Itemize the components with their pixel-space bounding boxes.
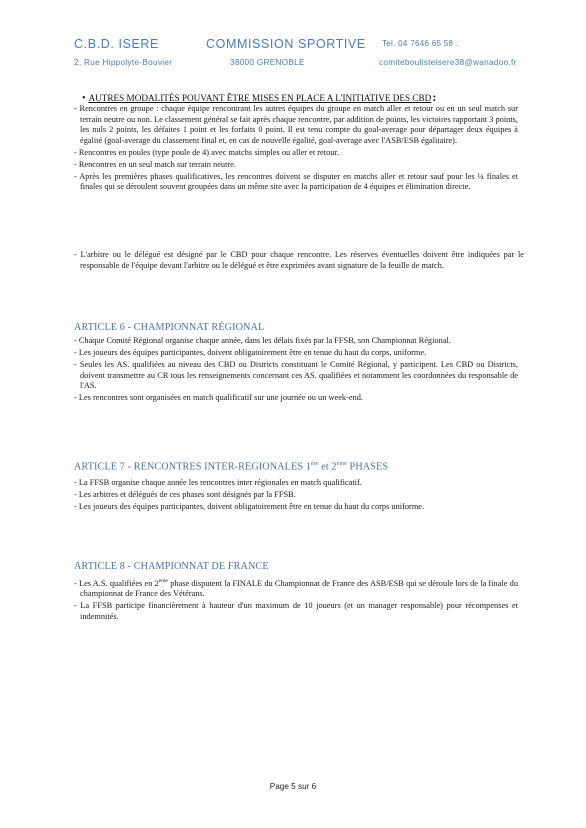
letterhead-top [74,37,524,53]
article-7-title-mid: et 2 [318,461,337,473]
item-text-start: - Les A.S. qualifiées en 2 [74,578,159,588]
list-item: - Seules les AS. qualifiées au niveau des CBD ou Districts constituant le Comité Régional, y participent. Les CBD ou Districts, doivent transmettre au CR tous les renseignements concernant ces AS. qualifiées et notamment les coordonnées du responsable de l'AS. [74,359,518,391]
org-name: C.B.D. ISERE [74,37,159,51]
email-address: comiteboulisteisere38@wanadoo.fr [379,58,517,67]
item-text-end: phase disputent la FINALE du Championnat de France des ASB/ESB qui se déroule lors de la finale du championnat de France des Vétérans. [80,578,518,599]
list-item: - La FFSB participe financièrement à hauteur d'un maximum de 10 joueurs (et un manager responsable) pour récompenses et indemnités. [74,601,518,621]
letterhead-address [74,58,524,70]
postal-city: 38000 GRENOBLE [230,58,305,67]
article-7-heading [74,461,388,472]
list-item: - Les rencontres sont organisées en match qualificatif sur une journée ou un week-end. [74,393,363,403]
article-8-heading: ARTICLE 8 - CHAMPIONNAT DE FRANCE [74,561,269,572]
article-8-list [74,576,518,624]
section-heading-text: AUTRES MODALITÉS POUVANT ÊTRE MISES EN PLACE A L'INITIATIVE DES CBD [88,93,432,103]
list-item: - Rencontres en poules (type poule de 4) avec matchs simples ou aller et retour. [74,147,339,157]
bullet-icon: • [82,93,86,104]
list-item: - Les joueurs des équipes participantes, doivent obligatoirement être en tenue du haut du corps, uniforme. [74,347,427,357]
list-item: - Les joueurs des équipes participantes, doivent obligatoirement être en tenue du haut du corps uniforme. [74,501,425,511]
phone-number: Tel. 04 7646 65 58 . [382,39,459,48]
list-item: - Rencontres en groupe : chaque équipe rencontrant les autres équipes du groupe en match aller et retour ou en un seul match sur terrain neutre ou non. Le classement général se fait après chaque rencontre, par addition de points, les victoires rapportant 3 points, les nuls 2 points, les défaites 1 point et les forfaits 0 point. Il est tenu compte du goal-average pour départager deux équipes à égalité (goal-average du classement final et, en cas de nouvelle égalité, goal-average avec l'ASB/ESB égalitaire). [74,104,518,145]
modalites-list [74,104,518,194]
article-7-title-start: ARTICLE 7 - RENCONTRES INTER-REGIONALES 1 [74,461,311,473]
page-number: Page 5 sur 6 [269,782,317,791]
article-7-list [74,478,518,514]
section-heading-colon: : [432,90,437,104]
list-item: - Chaque Comité Régional organise chaque année, dans les délais fixés par la FFSB, son Championnat Régional. [74,336,451,345]
street-address: 2, Rue Hippolyte-Bouvier [74,58,173,67]
list-item [74,576,518,600]
item-sup: ème [158,578,168,584]
list-item: - Rencontres en un seul match sur terrain neutre. [74,159,236,169]
section-heading [82,90,436,105]
commission-name: COMMISSION SPORTIVE [206,37,366,51]
list-item: - Les arbitres et délégués de ces phases sont désignés par la FFSB. [74,489,296,499]
list-item: - La FFSB organise chaque année les rencontres inter régionales en match qualificatif. [74,478,362,487]
arbitre-paragraph: - L'arbitre ou le délégué est désigné par le CBD pour chaque rencontre. Les réserves éventuelles doivent être indiquées par le responsable de l'équipe devant l'arbitre ou le délégué et être exprimées avant signature de la feuille de match. [74,250,524,270]
article-6-list [74,336,518,405]
article-7-title-end: PHASES [346,461,389,473]
article-7-sup-second: ème [336,461,347,467]
article-7-sup-first: ère [310,461,319,467]
list-item: - Après les premières phases qualificatives, les rencontres doivent se disputer en matchs aller et retour sauf pour les ¼ finales et finales qui se déroulent souvent groupées dans un même site avec la participation de 4 équipes et élimination directe. [74,171,518,192]
article-6-heading: ARTICLE 6 - CHAMPIONNAT RÉGIONAL [74,322,265,333]
